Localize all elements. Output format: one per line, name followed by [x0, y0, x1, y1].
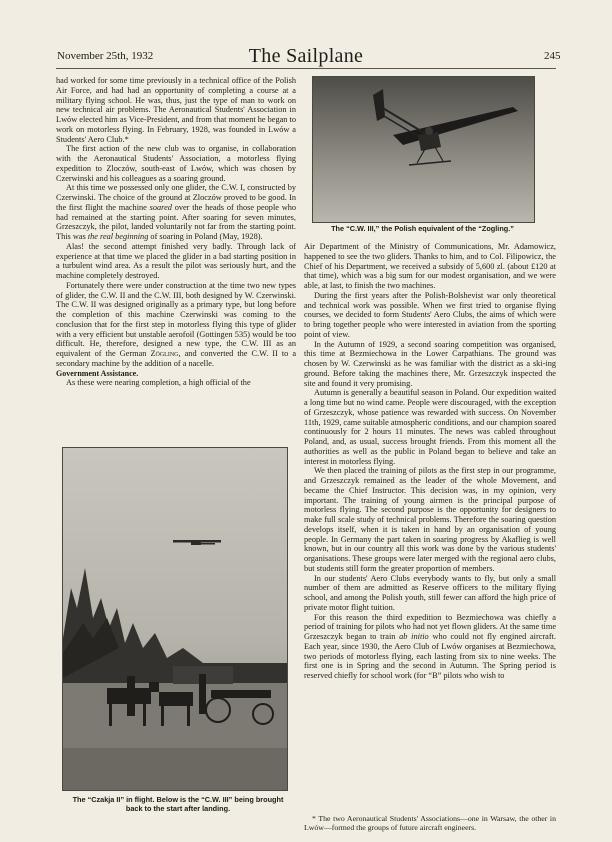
paragraph: The first action of the new club was to organise, in collaboration with the Aeronautical Students' Association, a motorless flying expedition to Zloczów, south-east of Lwów, which was chosen by Czerwinski and his colleagues as a soaring ground. — [56, 144, 296, 183]
header-rule — [56, 68, 556, 69]
paragraph: In the Autumn of 1929, a second soaring competition was organised, this time at Bezmiechowa in the Lower Carpathians. The ground was chosen by W. Czerwinski as he was familiar with the district as a ski-ing ground. Before taking the machines there, Mr. Grzeszczyk inspected the site and found it very promising. — [304, 339, 556, 388]
left-column — [56, 76, 296, 388]
page-number: 245 — [544, 50, 561, 62]
paragraph: In our students' Aero Clubs everybody wants to fly, but only a small number of them are admitted as Reserve officers to the military flying school, and among the Polish youth, still fewer can afford the high price of private motor flight tuition. — [304, 573, 556, 612]
glider-illustration — [313, 77, 534, 222]
footnote-text: * The two Aeronautical Students' Associations—one in Warsaw, the other in Lwów—formed the groups of future aircraft engineers. — [304, 814, 556, 832]
magazine-title: The Sailplane — [248, 45, 364, 67]
paragraph: Autumn is generally a beautiful season in Poland. Our expedition waited a long time but no wind came. People were discouraged, with the exception of Grzeszczyk, whose patience was rewarded with success. On November 11th, 1929, came suitable atmospheric conditions, and our champion soared continuously for 2 hours 11 minutes. The news was cabled throughout Poland, and, as usual, success brought friends. From this moment all the authorities as well as the public in Poland began to believe and take an interest in motorless flying. — [304, 388, 556, 466]
paragraph: As these were nearing completion, a high official of the — [66, 378, 251, 388]
caption-line: back to the start after landing. — [125, 804, 231, 813]
paragraph: Air Department of the Ministry of Communications, Mr. Adamowicz, happened to see the two gliders. Thanks to him, and to Col. Filipowicz, the Chief of his Department, we received a subsidy of 5,600 zl. (about £120 at that time), which was a big sum for our modest organisation, and we were able, at last, to finish the two machines. — [304, 242, 556, 290]
airfield-illustration — [63, 448, 287, 790]
paragraph: For this reason the third expedition to Bezmiechowa was chiefly a period of training for pilots who had not yet flown gliders. At the same time Grzeszczyk began to train ab initio who could not fly engined aircraft. Each year, since 1930, the Aero Club of Lwów organises at Bezmiechowa, two periods of motorless flying, each lasting from six to nine weeks. The first one is in Spring and the second in Autumn. The Spring period is reserved chiefly for school work (for “B” pilots who wish to — [304, 612, 556, 680]
section-subheading: Government Assistance. — [56, 368, 139, 378]
airfield-photo — [62, 447, 288, 791]
paragraph: Alas! the second attempt finished very badly. Through lack of experience at that time we placed the glider in a bad starting position in a turbulent wind area. As a result the pilot was seriously hurt, and the machine completely destroyed. — [56, 241, 296, 280]
paragraph: At this time we possessed only one glider, the C.W. I, constructed by Czerwinski. The choice of the ground at Zloczów proved to be good. In the first flight the machine soared over the heads of those people who had remained at the starting point. After soaring for seven minutes, Grzeszczyk, the pilot, landed voluntarily not far from the starting point. This was the real beginning of soaring in Poland (May, 1928). — [56, 183, 296, 241]
paragraph: During the first years after the Polish-Bolshevist war only theoretical and technical work was possible. When we first tried to organise flying courses, we decided to form Students' Aero Clubs, the aims of which were to bring together people who were interested in aviation from the sporting point of view. — [304, 290, 556, 339]
caption-line: The “Czakja II” in flight. Below is the “C.W. III” being brought — [72, 795, 284, 804]
paragraph: had worked for some time previously in a technical office of the Polish Air Force, and had had an opportunity of completing a course at a military flying school. He was, thus, just the type of man to work on new technical air problems. The Aeronautical Students' Association in Lwów elected him as Vice-President, and from that moment he began to work on motorless flying. In February, 1928, was founded in Lwów a Students' Aero Club.* — [56, 76, 296, 144]
issue-date: November 25th, 1932 — [57, 50, 154, 62]
right-column — [304, 242, 556, 681]
footnote — [304, 814, 556, 832]
glider-flight-photo — [312, 76, 535, 223]
photo-caption-bottom — [56, 795, 300, 813]
photo-caption-top: The “C.W. III,” the Polish equivalent of the “Zogling.” — [331, 224, 514, 233]
paragraph: We then placed the training of pilots as the first step in our programme, and Grzeszczyk remained as the leader of the whole Movement, and became the Chief Instructor. This decision was, in my opinion, very important. The training of young airmen is the principal purpose of motorless flying. The second purpose is the opportunity for designers to make full scale study of technical problems. Therefore the soaring question develops itself, when it is taken in hand by an organisation of young people. In Germany the part taken in soaring progress by Akaflieg is well known, but in our country all this work was done by the various students' organisations. These groups were later merged with the regional aero clubs, but students still form the greater proportion of members. — [304, 466, 556, 573]
paragraph: Fortunately there were under construction at the time two new types of glider, the C.W. II and the C.W. III, both designed by W. Czerwinski. The C.W. II was designed originally as a primary type, but long before the completion of this machine Czerwinski was coming to the conclusion that for the first step in motorless flying this type of glider with a very efficient but unstable aerofoil (Gottingen 535) would be too difficult. He, therefore, designed a new type, the C.W. III as an equivalent of the German Zögling, and converted the C.W. II to a secondary machine by the addition of a nacelle. — [56, 280, 296, 368]
